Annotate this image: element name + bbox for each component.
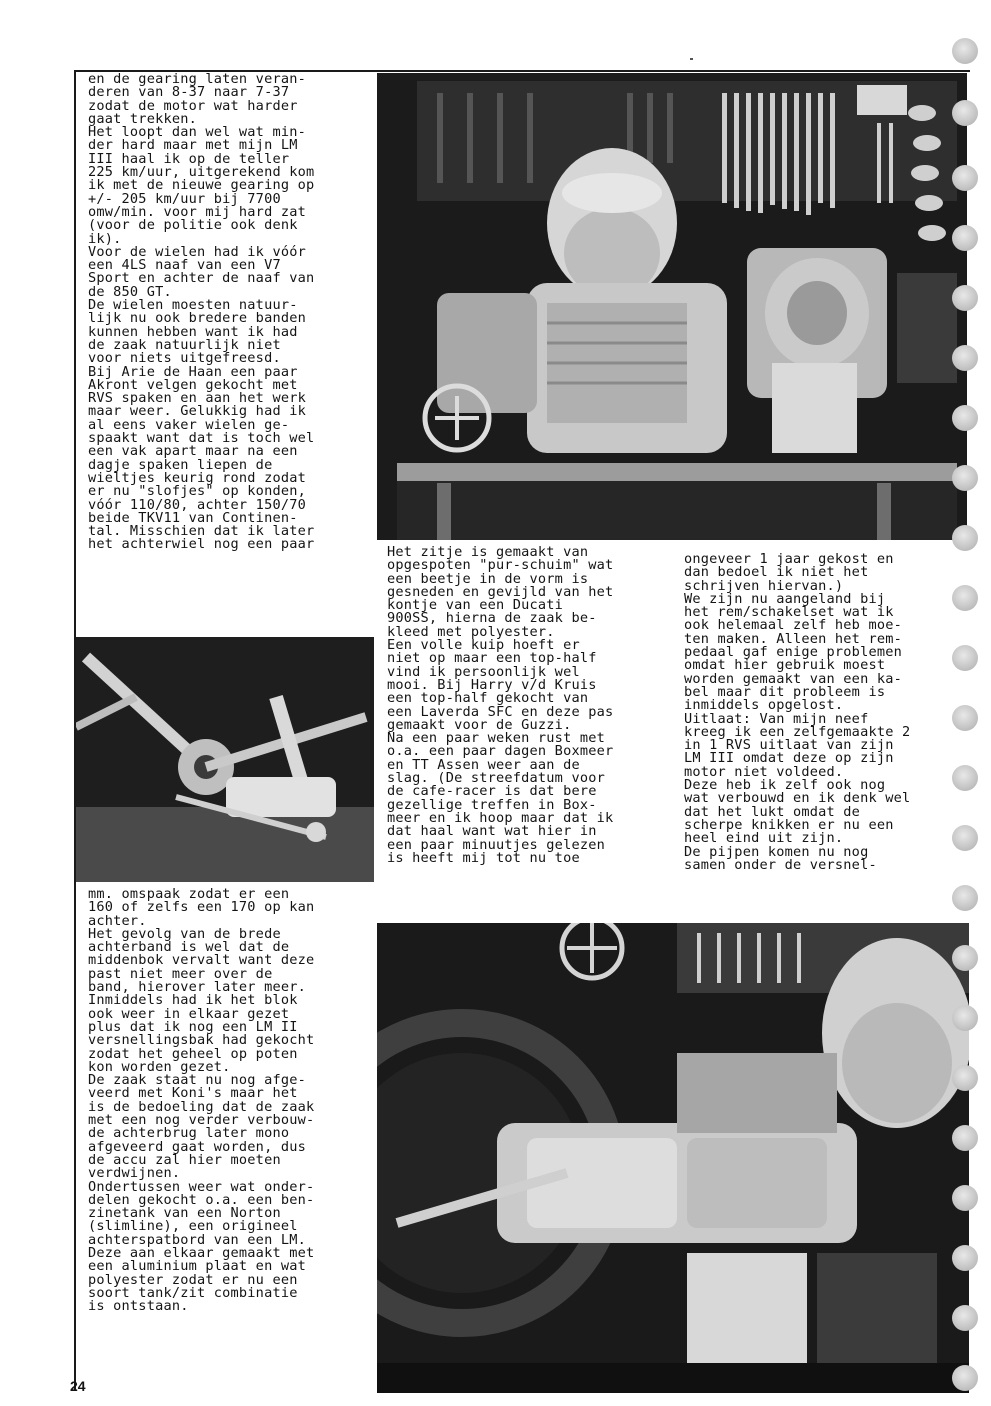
binder-hole-icon bbox=[952, 645, 978, 671]
text-line: meer en ik hoop maar dat ik bbox=[387, 809, 614, 826]
binder-hole-icon bbox=[952, 585, 978, 611]
text-line: III haal ik op de teller bbox=[88, 150, 290, 167]
text-line: slag. (De streefdatum voor bbox=[387, 770, 605, 787]
text-column-bottom-left bbox=[88, 888, 374, 1373]
text-line: De wielen moesten natuur- bbox=[88, 297, 298, 314]
text-line: deren van 8-37 naar 7-37 bbox=[88, 84, 290, 101]
text-line: omdat hier gebruik moest bbox=[684, 657, 886, 674]
binder-hole-icon bbox=[952, 1365, 978, 1391]
text-line: Bij Arie de Haan een paar bbox=[88, 363, 298, 380]
text-line: Akront velgen gekocht met bbox=[88, 376, 298, 393]
text-line: ten maken. Alleen het rem- bbox=[684, 630, 902, 647]
text-line: en TT Assen weer aan de bbox=[387, 756, 580, 773]
text-line: soort tank/zit combinatie bbox=[88, 1284, 298, 1301]
text-line: Het gevolg van de brede bbox=[88, 925, 281, 942]
text-line: spaakt want dat is toch wel bbox=[88, 430, 315, 447]
binder-hole-icon bbox=[952, 465, 978, 491]
text-line: (slimline), een origineel bbox=[88, 1218, 298, 1235]
text-line: is ontstaan. bbox=[88, 1298, 189, 1315]
text-line: met een nog verder verbouw- bbox=[88, 1112, 315, 1129]
text-line: De zaak staat nu nog afge- bbox=[88, 1072, 306, 1089]
text-line: gemaakt voor de Guzzi. bbox=[387, 716, 572, 733]
text-line: band, hierover later meer. bbox=[88, 979, 306, 996]
text-line: versnellingsbak had gekocht bbox=[88, 1032, 315, 1049]
binder-hole-icon bbox=[952, 165, 978, 191]
text-line: in 1 RVS uitlaat van zijn bbox=[684, 737, 894, 754]
text-line: een Laverda SFC en deze pas bbox=[387, 703, 614, 720]
text-line: heel eind uit zijn. bbox=[684, 830, 844, 847]
text-line: Deze heb ik zelf ook nog bbox=[684, 777, 886, 794]
text-line: 900SS, hierna de zaak be- bbox=[387, 610, 597, 627]
text-line: achterspatbord van een LM. bbox=[88, 1231, 306, 1248]
binder-hole-icon bbox=[952, 885, 978, 911]
text-line: er nu "slofjes" op konden, bbox=[88, 483, 306, 500]
text-line: kreeg ik een zelfgemaakte 2 bbox=[684, 723, 911, 740]
ink-speck bbox=[690, 58, 693, 60]
text-line: tal. Misschien dat ik later bbox=[88, 523, 315, 540]
text-line: de accu zal hier moeten bbox=[88, 1151, 281, 1168]
text-line: een paar minuutjes gelezen bbox=[387, 836, 605, 853]
text-line: Na een paar weken rust met bbox=[387, 730, 605, 747]
binder-hole-icon bbox=[952, 1005, 978, 1031]
text-line: wat verbouwd en ik denk wel bbox=[684, 790, 911, 807]
text-line: kleed met polyester. bbox=[387, 623, 555, 640]
binder-hole-icon bbox=[952, 1305, 978, 1331]
text-line: Uitlaat: Van mijn neef bbox=[684, 710, 869, 727]
binder-hole-icon bbox=[952, 405, 978, 431]
text-line: de 850 GT. bbox=[88, 283, 172, 300]
text-line: Sport en achter de naaf van bbox=[88, 270, 315, 287]
text-line: gezellige treffen in Box- bbox=[387, 796, 597, 813]
text-line: Inmiddels had ik het blok bbox=[88, 992, 298, 1009]
text-line: mm. omspaak zodat er een bbox=[88, 888, 290, 902]
text-line: beide TKV11 van Continen- bbox=[88, 509, 298, 526]
text-line: vind ik persoonlijk wel bbox=[387, 663, 580, 680]
text-line: afgeveerd gaat worden, dus bbox=[88, 1138, 306, 1155]
text-line: achterband is wel dat de bbox=[88, 939, 290, 956]
text-line: het rem/schakelset wat ik bbox=[684, 604, 894, 621]
binder-hole-icon bbox=[952, 100, 978, 126]
binder-hole-icon bbox=[952, 225, 978, 251]
text-line: lijk nu ook bredere banden bbox=[88, 310, 306, 327]
text-line: LM III omdat deze op zijn bbox=[684, 750, 894, 767]
text-line: plus dat ik nog een LM II bbox=[88, 1018, 298, 1035]
binder-hole-icon bbox=[952, 945, 978, 971]
text-line: een aluminium plaat en wat bbox=[88, 1258, 306, 1275]
text-line: o.a. een paar dagen Boxmeer bbox=[387, 743, 614, 760]
binder-hole-icon bbox=[952, 38, 978, 64]
text-line: +/- 205 km/uur bij 7700 bbox=[88, 190, 281, 207]
text-line: kunnen hebben want ik had bbox=[88, 323, 298, 340]
text-line: gesneden en gevijld van het bbox=[387, 583, 614, 600]
text-column-right bbox=[684, 553, 956, 921]
binder-hole-icon bbox=[952, 1125, 978, 1151]
text-line: zodat het geheel op poten bbox=[88, 1045, 298, 1062]
text-line: bel maar dit probleem is bbox=[684, 683, 886, 700]
binder-hole-icon bbox=[952, 705, 978, 731]
text-line: polyester zodat er nu een bbox=[88, 1271, 298, 1288]
text-line: een beetje in de vorm is bbox=[387, 570, 589, 587]
text-line: ik met de nieuwe gearing op bbox=[88, 177, 315, 194]
text-line: veerd met Koni's maar het bbox=[88, 1085, 298, 1102]
text-line: dat het lukt omdat de bbox=[684, 803, 861, 820]
text-column-top-left bbox=[88, 73, 374, 638]
text-line: motor niet voldeed. bbox=[684, 763, 844, 780]
engine-gearbox-assembly-photo bbox=[377, 923, 969, 1393]
text-line: omw/min. voor mij hard zat bbox=[88, 203, 306, 220]
text-line: is de bedoeling dat de zaak bbox=[88, 1098, 315, 1115]
text-line: zodat de motor wat harder bbox=[88, 97, 298, 114]
engine-block-workbench-photo bbox=[377, 73, 967, 540]
text-line: worden gemaakt van een ka- bbox=[684, 670, 902, 687]
text-line: kontje van een Ducati bbox=[387, 597, 564, 614]
text-line: de zaak natuurlijk niet bbox=[88, 336, 281, 353]
text-line: Het loopt dan wel wat min- bbox=[88, 124, 306, 141]
text-line: der hard maar met mijn LM bbox=[88, 137, 298, 154]
text-line: verdwijnen. bbox=[88, 1165, 181, 1182]
text-line: de achterbrug later mono bbox=[88, 1125, 290, 1142]
binder-hole-icon bbox=[952, 345, 978, 371]
text-line: dan bedoel ik niet het bbox=[684, 564, 869, 581]
binder-hole-icon bbox=[952, 1245, 978, 1271]
text-line: past niet meer over de bbox=[88, 965, 273, 982]
binder-hole-icon bbox=[952, 825, 978, 851]
binder-hole-icon bbox=[952, 1065, 978, 1091]
text-line: scherpe knikken er nu een bbox=[684, 816, 894, 833]
text-line: zinetank van een Norton bbox=[88, 1205, 281, 1222]
text-line: dagje spaken liepen de bbox=[88, 456, 273, 473]
text-line: maar weer. Gelukkig had ik bbox=[88, 403, 306, 420]
text-line: een 4LS naaf van een V7 bbox=[88, 257, 281, 274]
text-line: de cafe-racer is dat bere bbox=[387, 783, 597, 800]
text-line: schrijven hiervan.) bbox=[684, 577, 844, 594]
text-line: Een volle kuip hoeft er bbox=[387, 637, 580, 654]
text-line: Ondertussen weer wat onder- bbox=[88, 1178, 315, 1195]
text-line: gaat trekken. bbox=[88, 110, 197, 127]
text-line: ongeveer 1 jaar gekost en bbox=[684, 553, 894, 567]
text-line: een vak apart maar na een bbox=[88, 443, 298, 460]
text-line: al eens vaker wielen ge- bbox=[88, 416, 290, 433]
text-line: De pijpen komen nu nog bbox=[684, 843, 869, 860]
text-line: het achterwiel nog een paar bbox=[88, 536, 315, 553]
text-line: pedaal gaf enige problemen bbox=[684, 644, 902, 661]
text-line: vóór 110/80, achter 150/70 bbox=[88, 496, 306, 513]
text-line: delen gekocht o.a. een ben- bbox=[88, 1191, 315, 1208]
binder-hole-strip bbox=[948, 0, 988, 1406]
binder-hole-icon bbox=[952, 285, 978, 311]
text-line: 160 of zelfs een 170 op kan bbox=[88, 899, 315, 916]
text-line: RVS spaken en aan het werk bbox=[88, 390, 306, 407]
text-line: kon worden gezet. bbox=[88, 1058, 231, 1075]
frame-swingarm-photo bbox=[76, 637, 374, 882]
text-line: ook weer in elkaar gezet bbox=[88, 1005, 290, 1022]
text-line: samen onder de versnel- bbox=[684, 856, 877, 873]
text-line: middenbok vervalt want deze bbox=[88, 952, 315, 969]
text-line: ik). bbox=[88, 230, 122, 247]
text-line: We zijn nu aangeland bij bbox=[684, 590, 886, 607]
text-line: niet op maar een top-half bbox=[387, 650, 597, 667]
text-line: (voor de politie ook denk bbox=[88, 217, 298, 234]
text-line: Het zitje is gemaakt van bbox=[387, 546, 589, 560]
text-line: is heeft mij tot nu toe bbox=[387, 849, 580, 866]
text-line: Deze aan elkaar gemaakt met bbox=[88, 1245, 315, 1262]
text-line: en de gearing laten veran- bbox=[88, 73, 306, 87]
text-line: achter. bbox=[88, 912, 147, 929]
binder-hole-icon bbox=[952, 765, 978, 791]
text-line: 225 km/uur, uitgerekend kom bbox=[88, 164, 315, 181]
text-line: inmiddels opgelost. bbox=[684, 697, 844, 714]
text-line: wieltjes keurig rond zodat bbox=[88, 469, 306, 486]
text-line: opgespoten "pur-schuim" wat bbox=[387, 557, 614, 574]
text-column-middle bbox=[387, 546, 670, 916]
text-line: Voor de wielen had ik vóór bbox=[88, 243, 306, 260]
text-line: een top-half gekocht van bbox=[387, 690, 589, 707]
binder-hole-icon bbox=[952, 1185, 978, 1211]
text-line: mooi. Bij Harry v/d Kruis bbox=[387, 676, 597, 693]
binder-hole-icon bbox=[952, 525, 978, 551]
text-line: ook helemaal zelf heb moe- bbox=[684, 617, 902, 634]
page-number: 24 bbox=[70, 1378, 86, 1394]
text-line: dat haal want wat hier in bbox=[387, 823, 597, 840]
text-line: voor niets uitgefreesd. bbox=[88, 350, 281, 367]
